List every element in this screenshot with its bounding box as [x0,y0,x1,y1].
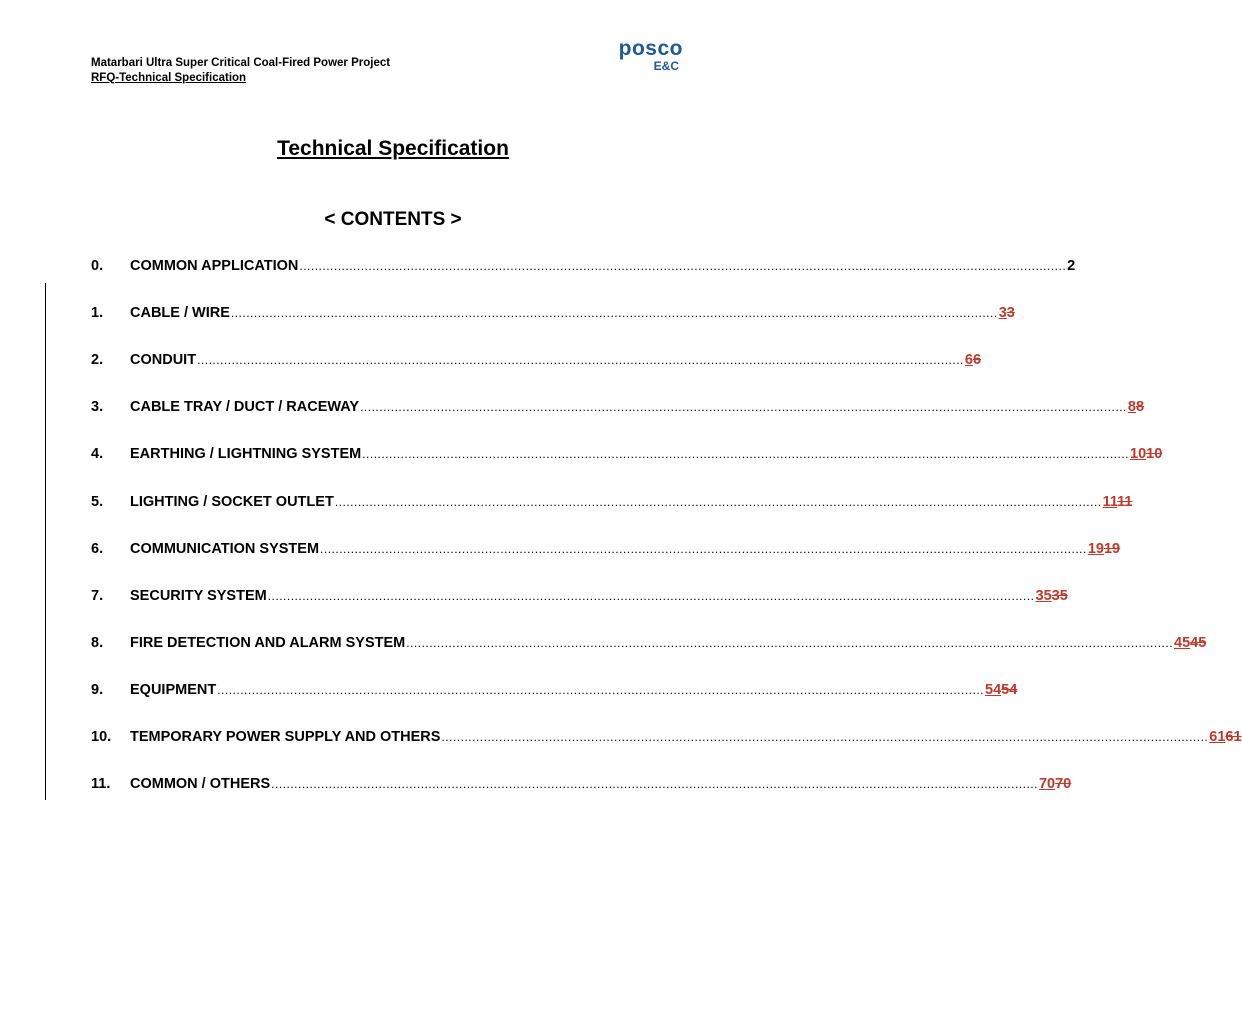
toc-number: 8. [91,635,104,651]
revised-page-number: 45 [1174,635,1191,651]
toc-number: 9. [91,682,104,698]
toc-leader-dots: ........................................................................................................................................................................................................ [360,400,1127,414]
revised-page-number: 19 [1087,541,1104,557]
toc-leader-dots: ........................................................................................................................................................................................................ [230,306,998,320]
revised-page-number: 61 [1209,729,1226,745]
project-name: Matarbari Ultra Super Critical Coal-Fired Power Project [91,57,391,69]
deleted-page-number: 35 [1051,588,1068,604]
toc-number: 2. [91,352,104,368]
toc-number: 7. [91,588,104,604]
toc-number: 11. [91,776,111,792]
toc-leader-dots: ........................................................................................................................................................................................................ [406,636,1174,650]
revised-page-number: 54 [985,682,1002,698]
toc-title: FIRE DETECTION AND ALARM SYSTEM [130,635,406,651]
toc-page-number [965,352,981,368]
toc-entry[interactable] [91,635,1207,657]
toc-entry[interactable] [91,305,1015,327]
toc-entry[interactable] [91,541,1121,563]
toc-number: 5. [91,494,104,510]
toc-title: CONDUIT [130,352,197,368]
deleted-page-number: 19 [1103,541,1121,557]
revised-page-number: 8 [1127,399,1136,415]
revision-change-bar [45,283,46,800]
page-title: Technical Specification [277,137,509,160]
toc-leader-dots: ........................................................................................................................................................................................................ [267,589,1035,603]
toc-number: 10. [91,729,112,745]
toc-page-number [985,682,1017,698]
toc-leader-dots: ........................................................................................................................................................................................................ [217,683,984,697]
toc-title: EQUIPMENT [130,682,217,698]
revised-page-number: 70 [1038,776,1056,792]
deleted-page-number: 61 [1225,729,1242,745]
deleted-page-number: 10 [1146,446,1163,462]
revised-page-number: 6 [964,352,973,368]
toc-leader-dots: ........................................................................................................................................................................................................ [334,495,1102,509]
toc-leader-dots: ........................................................................................................................................................................................................ [299,259,1067,273]
toc-number: 4. [91,446,104,462]
logo-main-text: posco [618,37,683,60]
page-number: 2 [1067,258,1076,274]
toc-page-number [1103,494,1133,510]
toc-number: 0. [91,258,104,274]
toc-entry[interactable] [91,446,1163,468]
toc-entry[interactable] [91,399,1145,421]
toc-title: CABLE TRAY / DUCT / RACEWAY [130,399,360,415]
deleted-page-number: 45 [1190,635,1207,651]
toc-page-number [1174,635,1206,651]
toc-entry[interactable] [91,776,1072,798]
toc-leader-dots: ........................................................................................................................................................................................................ [441,730,1209,744]
toc-title: CABLE / WIRE [130,305,230,321]
toc-title: COMMON APPLICATION [130,258,299,274]
toc-leader-dots: ........................................................................................................................................................................................................ [271,777,1038,791]
toc-page-number [1036,588,1068,604]
toc-leader-dots: ........................................................................................................................................................................................................ [197,353,964,367]
toc-number: 3. [91,399,104,415]
toc-title: TEMPORARY POWER SUPPLY AND OTHERS [130,729,441,745]
toc-title: COMMON / OTHERS [130,776,271,792]
toc-title: LIGHTING / SOCKET OUTLET [130,494,334,510]
toc-leader-dots: ........................................................................................................................................................................................................ [320,542,1087,556]
toc-entry[interactable] [91,729,1242,751]
toc-page-number [1128,399,1144,415]
toc-entry[interactable] [91,588,1068,610]
toc-page-number [1209,729,1241,745]
revised-page-number: 11 [1102,494,1118,510]
toc-page-number [999,305,1015,321]
revised-page-number: 3 [998,305,1007,321]
toc-number: 6. [91,541,104,557]
toc-page-number [1088,541,1120,557]
deleted-page-number: 54 [1001,682,1018,698]
deleted-page-number: 3 [1006,305,1015,321]
spec-reference: RFQ-Technical Specification [91,72,247,84]
toc-title: EARTHING / LIGHTNING SYSTEM [130,446,362,462]
toc-entry[interactable] [91,494,1133,516]
toc-page-number [1130,446,1162,462]
toc-entry[interactable] [91,352,982,374]
toc-title: SECURITY SYSTEM [130,588,267,604]
revised-page-number: 35 [1035,588,1052,604]
logo-sub-text: E&C [653,59,679,73]
revised-page-number: 10 [1130,446,1147,462]
contents-heading: < CONTENTS > [324,209,462,230]
toc-title: COMMUNICATION SYSTEM [130,541,320,557]
deleted-page-number: 11 [1117,494,1133,510]
deleted-page-number: 6 [972,352,982,368]
toc-entry[interactable] [91,258,1076,280]
toc-page-number [1039,776,1071,792]
toc-entry[interactable] [91,682,1018,704]
toc-page-number [1067,258,1075,274]
toc-number: 1. [91,305,104,321]
deleted-page-number: 8 [1135,399,1145,415]
posco-logo [603,38,683,73]
deleted-page-number: 70 [1055,776,1072,792]
toc-leader-dots: ........................................................................................................................................................................................................ [362,447,1129,461]
